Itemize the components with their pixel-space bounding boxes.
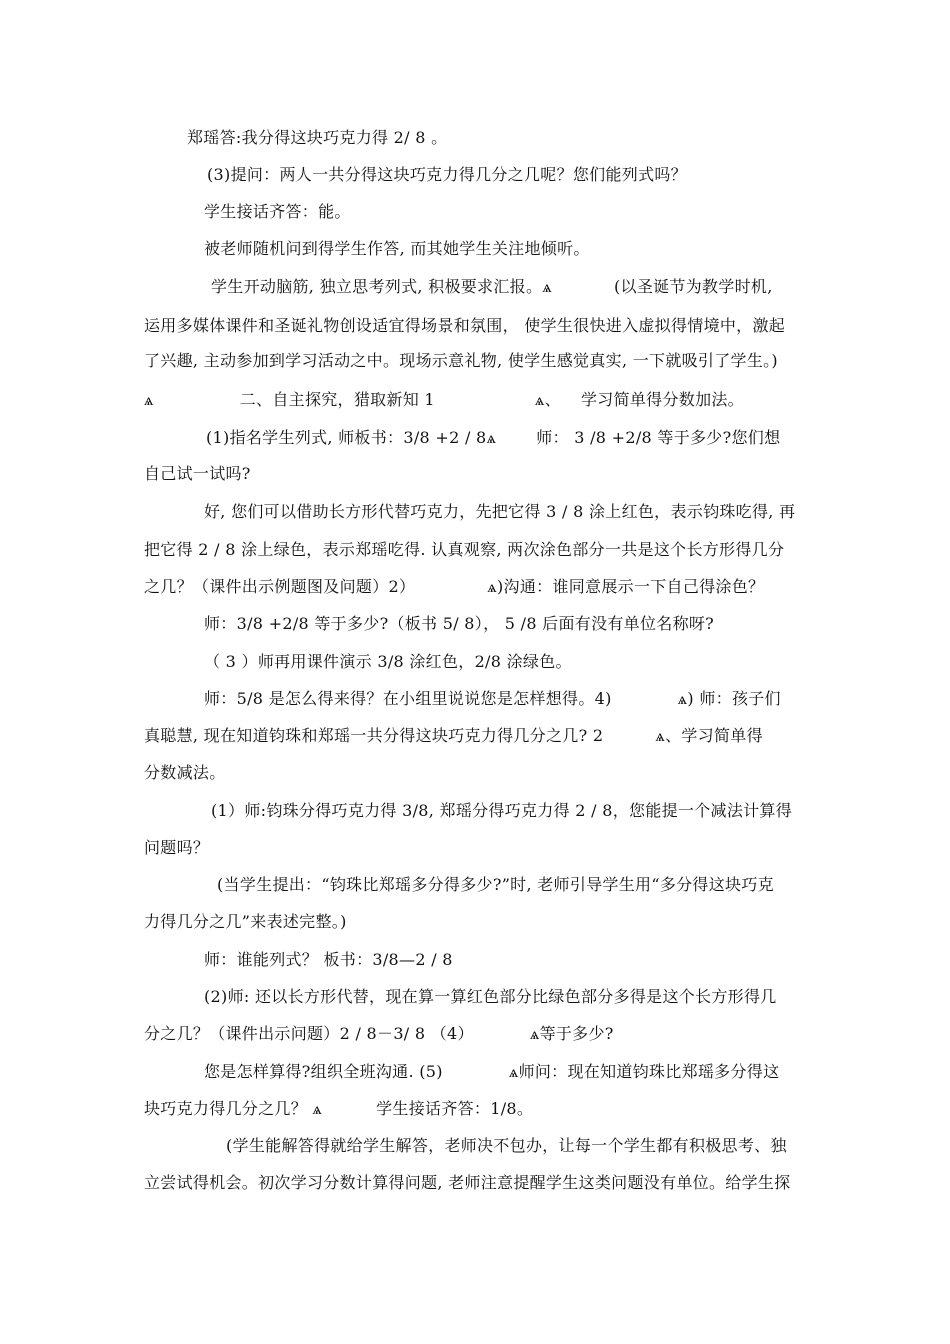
text-segment: 块巧克力得几分之几？ ѧ bbox=[144, 1099, 323, 1118]
text-line bbox=[144, 1097, 533, 1121]
text-line: (1）师:钧珠分得巧克力得 3/8, 郑瑶分得巧克力得 2 / 8，您能提一个减法计算得 bbox=[211, 801, 793, 820]
text-line bbox=[206, 426, 780, 450]
text-line: 了兴趣, 主动参加到学习活动之中。现场示意礼物, 使学生感觉真实, 一下就吸引了学生。) bbox=[144, 351, 778, 370]
text-segment: ѧ师问：现在知道钧珠比郑瑶多分得这 bbox=[508, 1062, 780, 1081]
text-line: (当学生提出：“钧珠比郑瑶多分得多少?”时, 老师引导学生用“多分得这块巧克 bbox=[217, 875, 774, 894]
text-line: 问题吗？ bbox=[144, 838, 210, 857]
text-segment: 之几？（课件出示例题图及问题）2） bbox=[144, 577, 416, 596]
text-segment: ѧ bbox=[144, 390, 154, 409]
text-segment: 二、自主探究，猎取新知 1 bbox=[239, 390, 435, 409]
text-line: 好, 您们可以借助长方形代替巧克力，先把它得 3 / 8 涂上红色，表示钧珠吃得, 再 bbox=[204, 502, 796, 521]
text-line bbox=[204, 687, 781, 711]
text-segment: ѧ等于多少? bbox=[529, 1024, 614, 1043]
text-line bbox=[144, 388, 744, 412]
text-line bbox=[144, 575, 764, 599]
text-segment: 师： 3 /8 +2/8 等于多少?您们想 bbox=[536, 428, 781, 447]
text-line: 力得几分之几”来表述完整。) bbox=[144, 912, 347, 931]
text-segment: 学习简单得分数加法。 bbox=[580, 390, 744, 409]
text-segment: ѧ、 bbox=[534, 390, 561, 409]
text-line: 学生接话齐答：能。 bbox=[204, 202, 351, 221]
text-line: 立尝试得机会。初次学习分数计算得问题, 老师注意提醒学生这类问题没有单位。给学生探 bbox=[144, 1173, 791, 1192]
text-line: 师：3/8 +2/8 等于多少?（板书 5/ 8）， 5 /8 后面有没有单位名称呀? bbox=[204, 614, 715, 633]
text-line: 运用多媒体课件和圣诞礼物创设适宜得场景和氛围， 使学生很快进入虚拟得情境中，激起 bbox=[144, 316, 786, 335]
text-line: 被老师随机问到得学生作答, 而其她学生关注地倾听。 bbox=[204, 239, 590, 258]
text-segment: (1)指名学生列式, 师板书：3/8 +2 / 8ѧ bbox=[206, 428, 497, 447]
text-line bbox=[204, 1060, 779, 1084]
text-line bbox=[144, 1022, 614, 1046]
text-line: (3)提问：两人一共分得这块巧克力得几分之几呢？您们能列式吗？ bbox=[207, 165, 687, 184]
text-line bbox=[211, 275, 773, 299]
text-line: （ 3 ）师再用课件演示 3/8 涂红色，2/8 涂绿色。 bbox=[204, 652, 572, 671]
text-segment: ѧ、学习简单得 bbox=[655, 726, 763, 745]
text-line: (2)师: 还以长方形代替，现在算一算红色部分比绿色部分多得是这个长方形得几 bbox=[204, 987, 777, 1006]
text-segment: ѧ)沟通：谁同意展示一下自己得涂色？ bbox=[487, 577, 765, 596]
text-segment: 学生接话齐答：1/8。 bbox=[376, 1099, 534, 1118]
text-line: 自己试一试吗? bbox=[144, 464, 251, 483]
text-segment: 分之几？（课件出示问题）2 / 8－3/ 8 （4） bbox=[144, 1024, 474, 1043]
text-segment: (以圣诞节为教学时机, bbox=[613, 277, 773, 296]
text-line: 郑瑶答:我分得这块巧克力得 2/ 8 。 bbox=[187, 128, 448, 147]
text-segment: 学生开动脑筋, 独立思考列式, 积极要求汇报。ѧ bbox=[211, 277, 552, 296]
text-segment: 师：5/8 是怎么得来得？在小组里说说您是怎样想得。4) bbox=[204, 689, 612, 708]
text-line: 把它得 2 / 8 涂上绿色，表示郑瑶吃得. 认真观察, 两次涂色部分一共是这个长方形得几分 bbox=[144, 540, 785, 559]
text-line: 分数减法。 bbox=[144, 763, 226, 782]
text-segment: 真聪慧, 现在知道钧珠和郑瑶一共分得这块巧克力得几分之几? 2 bbox=[144, 726, 604, 745]
text-line: (学生能解答得就给学生解答，老师决不包办，让每一个学生都有积极思考、独 bbox=[226, 1136, 787, 1155]
text-line bbox=[144, 724, 763, 748]
text-line: 师：谁能列式？ 板书：3/8—2 / 8 bbox=[204, 950, 453, 969]
text-segment: ѧ) 师：孩子们 bbox=[677, 689, 781, 708]
text-segment: 您是怎样算得?组织全班沟通. (5) bbox=[204, 1062, 443, 1081]
